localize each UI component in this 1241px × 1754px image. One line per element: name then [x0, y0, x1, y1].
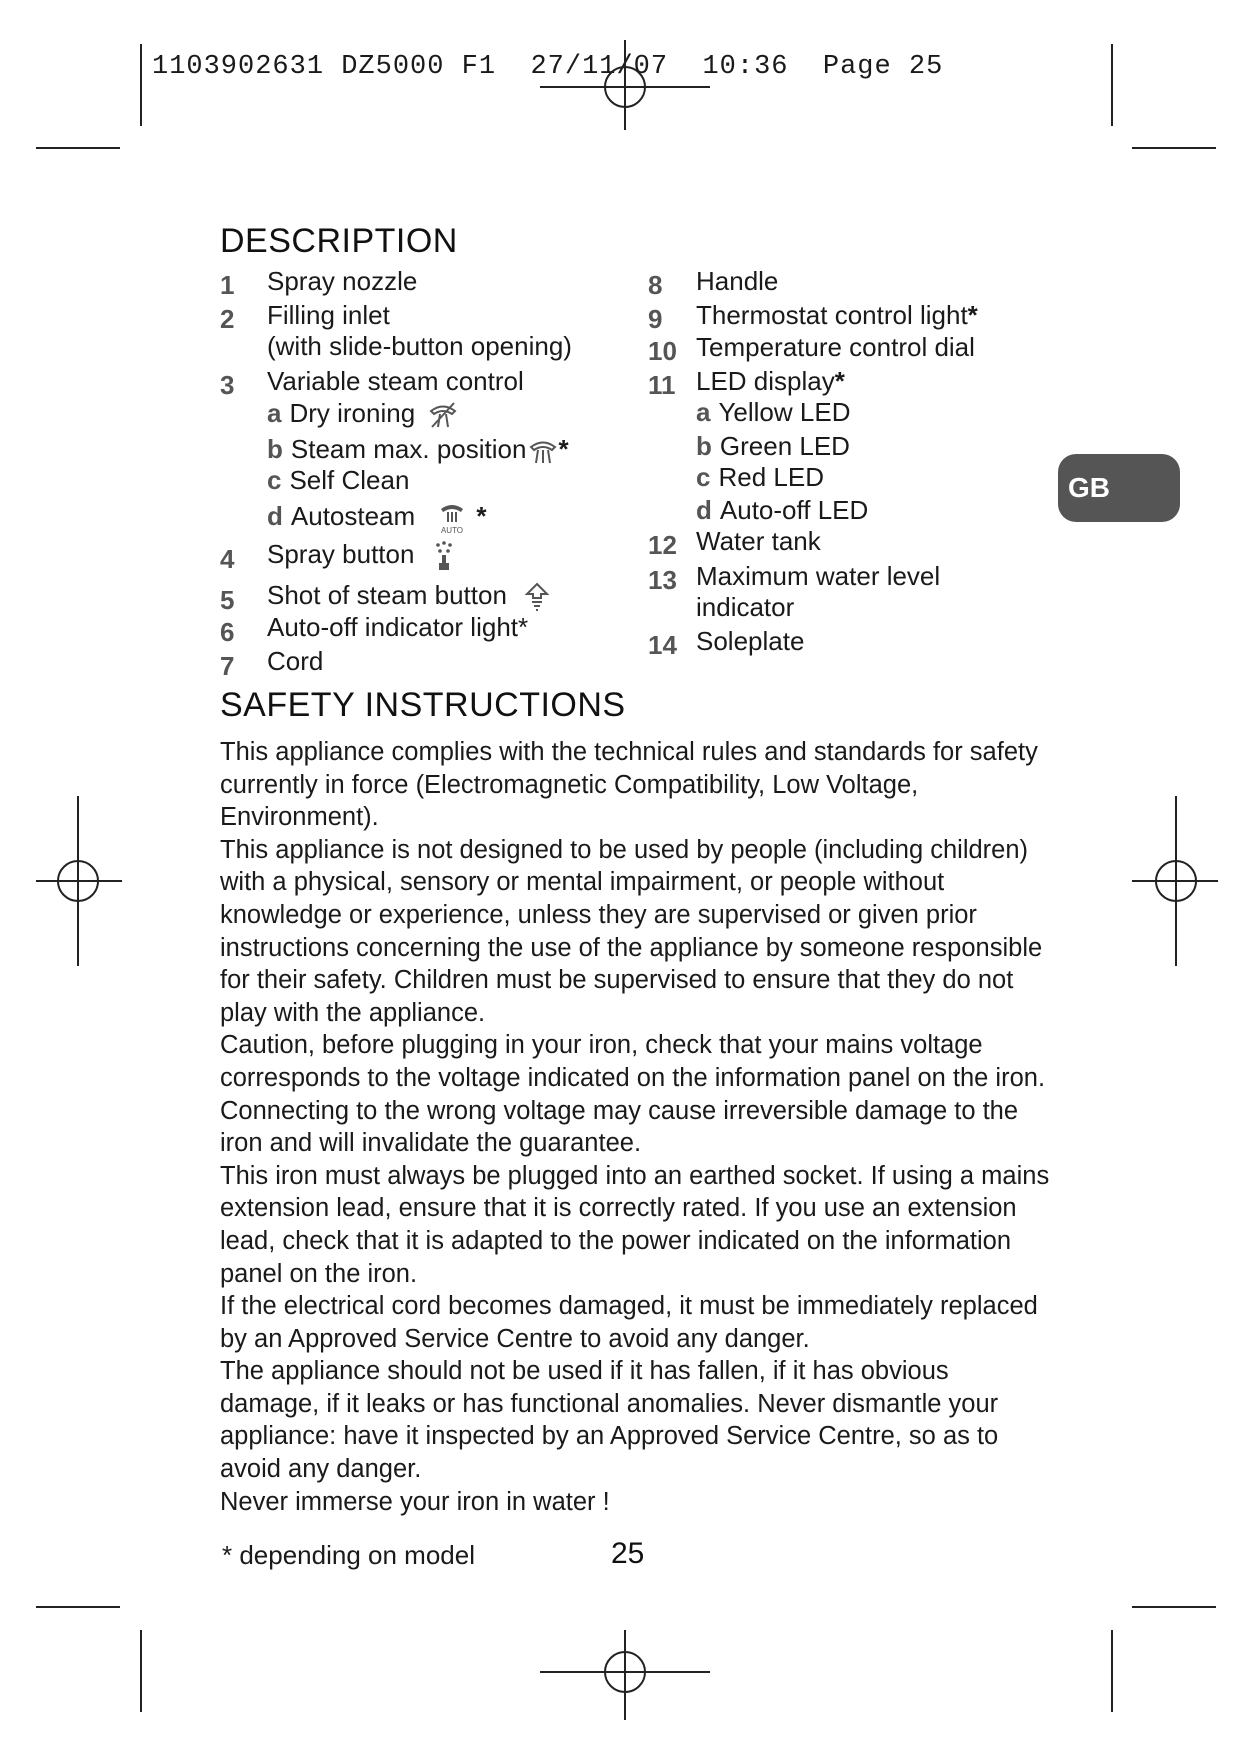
description-heading: DESCRIPTION [220, 222, 458, 260]
subitem-letter: a [696, 397, 711, 427]
item-filling-inlet-note: (with slide-button opening) [267, 331, 572, 361]
item-auto-off-indicator: Auto-off indicator light* [267, 612, 529, 642]
safety-paragraph: This appliance complies with the technical rules and standards for safety currently in force (Electromagnetic Compatibility, Low Voltage, Environment). [220, 738, 1038, 832]
item-spray-button: Spray button [267, 541, 456, 571]
item-shot-of-steam-button: Shot of steam button [267, 582, 550, 612]
item-number: 10 [648, 336, 677, 366]
safety-paragraph: If the electrical cord becomes damaged, it must be immediately replaced by an Approved Service Centre to avoid any danger. [220, 1292, 1038, 1353]
subitem-green-led: b Green LED [696, 431, 850, 461]
model-asterisk: * [834, 366, 845, 396]
subitem-letter: b [696, 431, 712, 461]
item-spray-nozzle: Spray nozzle [267, 266, 418, 296]
model-asterisk: * [967, 300, 978, 330]
subitem-letter: c [696, 462, 711, 492]
item-number: 4 [220, 544, 235, 574]
registration-mark-right [1132, 796, 1218, 966]
safety-heading: SAFETY INSTRUCTIONS [220, 686, 626, 724]
item-number: 8 [648, 270, 663, 300]
registration-mark-left [36, 796, 122, 966]
safety-body [220, 736, 1050, 1518]
item-number: 9 [648, 304, 663, 334]
subitem-letter: a [267, 398, 282, 428]
item-number: 5 [220, 585, 235, 615]
subitem-auto-off-led: d Auto-off LED [696, 495, 869, 525]
subitem-red-led: c Red LED [696, 462, 824, 492]
item-soleplate: Soleplate [696, 626, 805, 656]
item-temperature-dial: Temperature control dial [696, 332, 975, 362]
item-number: 11 [648, 370, 676, 400]
model-asterisk: * [558, 434, 569, 464]
registration-mark-top [540, 40, 710, 130]
shot-of-steam-icon [524, 582, 550, 612]
item-number: 7 [220, 651, 235, 681]
item-max-water-level: Maximum water level [696, 561, 941, 591]
subitem-letter: c [267, 465, 282, 495]
item-cord: Cord [267, 646, 324, 676]
footnote: * depending on model [222, 1540, 475, 1570]
safety-paragraph: Never immerse your iron in water ! [220, 1487, 610, 1516]
item-variable-steam-control: Variable steam control [267, 366, 524, 396]
item-filling-inlet: Filling inlet [267, 300, 390, 330]
subitem-letter: d [696, 495, 712, 525]
safety-paragraph: Caution, before plugging in your iron, check that your mains voltage corresponds to the voltage indicated on the information panel on the iron. Connecting to the wrong voltage may cause irreversible damage to the iron and will invalidate the guarantee. [220, 1031, 1046, 1158]
subitem-autosteam: d Autosteam AUTO * [267, 500, 487, 535]
safety-paragraph: This appliance is not designed to be used by people (including children) with a physical, sensory or mental impairment, or people without knowledge or experience, unless they are supervised or given prior instructions concerning the use of the appliance by someone responsible for their safety. Children must be supervised to ensure that they do not play with the appliance. [220, 835, 1043, 1027]
item-handle: Handle [696, 266, 779, 296]
page-number: 25 [611, 1537, 645, 1570]
item-number: 14 [648, 630, 677, 660]
subitem-yellow-led: a Yellow LED [696, 397, 851, 427]
item-number: 3 [220, 370, 235, 400]
subitem-steam-max: b Steam max. position * [267, 434, 569, 464]
registration-mark-bottom [540, 1630, 710, 1720]
subitem-letter: b [267, 434, 283, 464]
print-slug: 1103902631 DZ5000 F1 27/11/07 10:36 Page 25 [152, 52, 944, 82]
item-led-display: LED display* [696, 366, 845, 396]
item-number: 12 [648, 530, 677, 560]
item-number: 1 [220, 270, 235, 300]
safety-paragraph: This iron must always be plugged into an earthed socket. If using a mains extension lead, ensure that it is correctly rated. If you use an extension lead, check that it is adapted to the power indicated on the information panel on the iron. [220, 1161, 1050, 1288]
subitem-self-clean: c Self Clean [267, 465, 410, 495]
model-asterisk: * [476, 500, 487, 531]
subitem-dry-ironing: a Dry ironing [267, 400, 458, 429]
subitem-letter: d [267, 500, 283, 531]
spray-icon [432, 541, 456, 571]
language-tab: GB [1058, 454, 1180, 522]
autosteam-icon [436, 501, 468, 535]
item-number: 2 [220, 304, 235, 334]
item-number: 13 [648, 565, 677, 595]
steam-max-icon [528, 437, 558, 465]
item-water-tank: Water tank [696, 526, 821, 556]
svg-text:AUTO: AUTO [441, 526, 464, 535]
dry-ironing-icon [428, 401, 458, 429]
item-thermostat-light: Thermostat control light* [696, 300, 978, 330]
safety-paragraph: The appliance should not be used if it has fallen, if it has obvious damage, if it leaks or has functional anomalies. Never dismantle your appliance: have it inspected by an Approved Service Centre, so as to avoid any danger. [220, 1357, 999, 1484]
item-max-water-level-cont: indicator [696, 592, 795, 622]
item-number: 6 [220, 617, 235, 647]
